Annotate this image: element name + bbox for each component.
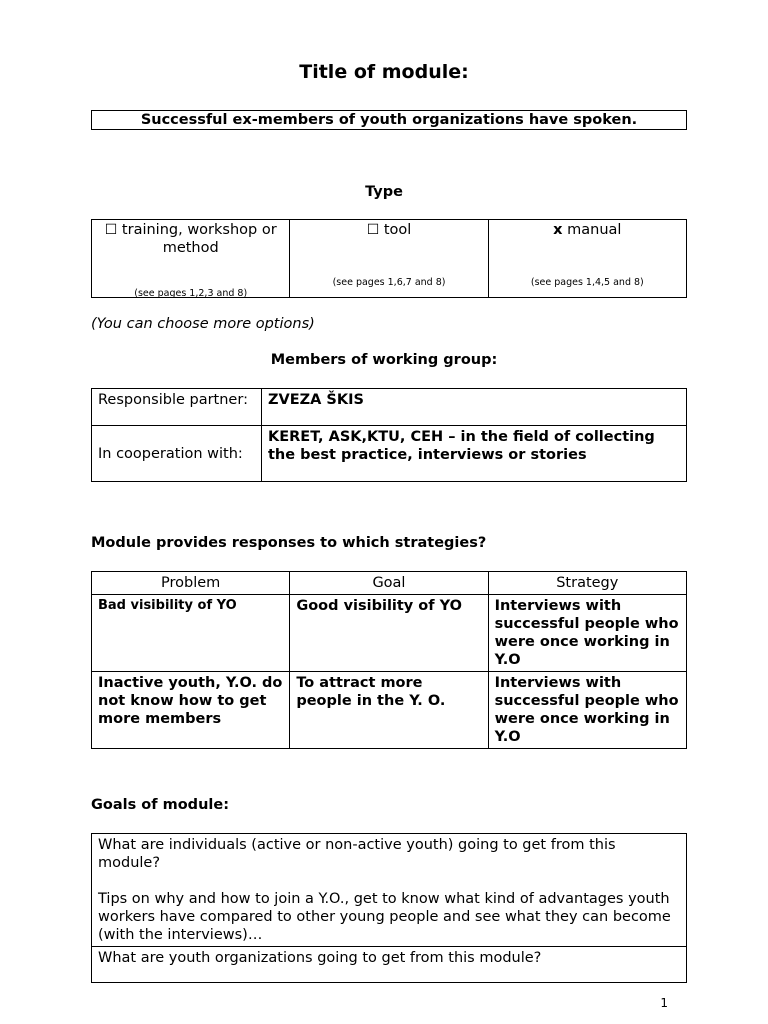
- column-header: Goal: [290, 572, 488, 595]
- checkbox-checked-icon[interactable]: x: [553, 222, 563, 238]
- type-table: [91, 219, 687, 298]
- table-cell: Inactive youth, Y.O. do not know how to get more members: [92, 672, 290, 749]
- strategies-table: [91, 571, 687, 749]
- table-cell: Bad visibility of YO: [92, 595, 290, 672]
- type-option-label: manual: [567, 222, 622, 238]
- type-option-manual: [488, 220, 686, 298]
- checkbox-empty-icon[interactable]: ☐: [366, 222, 380, 238]
- module-subtitle: Successful ex-members of youth organizations have spoken.: [91, 110, 687, 130]
- page-title: Title of module:: [299, 61, 469, 83]
- type-option-label: tool: [383, 222, 412, 238]
- members-value: KERET, ASK,KTU, CEH – in the field of collecting the best practice, interviews or stories: [262, 426, 687, 482]
- goals-answer: Tips on why and how to join a Y.O., get to know what kind of advantages youth workers have compared to other young people and see what they can become (with the interviews)…: [98, 891, 671, 943]
- table-cell: Good visibility of YO: [290, 595, 488, 672]
- goals-heading: Goals of module:: [91, 797, 229, 813]
- column-header: Problem: [92, 572, 290, 595]
- type-option-label: training, workshop or method: [121, 222, 277, 256]
- members-heading: Members of working group:: [270, 352, 498, 368]
- goals-table: [91, 833, 687, 983]
- goals-question: What are individuals (active or non-active youth) going to get from this module?: [98, 837, 616, 871]
- type-option-pages: (see pages 1,6,7 and 8): [332, 277, 446, 288]
- checkbox-empty-icon[interactable]: ☐: [104, 222, 118, 238]
- type-option-pages: (see pages 1,4,5 and 8): [530, 277, 644, 288]
- type-option-pages: (see pages 1,2,3 and 8): [134, 288, 248, 299]
- members-table: [91, 388, 687, 482]
- column-header: Strategy: [488, 572, 686, 595]
- members-key: In cooperation with:: [92, 426, 262, 482]
- table-cell: To attract more people in the Y. O.: [290, 672, 488, 749]
- type-heading: Type: [365, 184, 403, 200]
- options-note: (You can choose more options): [91, 316, 315, 332]
- table-cell: Interviews with successful people who were once working in Y.O: [488, 595, 686, 672]
- strategies-heading: Module provides responses to which strategies?: [91, 535, 487, 551]
- members-key: Responsible partner:: [92, 389, 262, 426]
- goals-question: What are youth organizations going to get from this module?: [92, 947, 687, 983]
- members-value: ZVEZA ŠKIS: [262, 389, 687, 426]
- goals-individuals-cell: [92, 834, 687, 947]
- type-option-training: [92, 220, 290, 298]
- type-option-tool: [290, 220, 488, 298]
- table-cell: Interviews with successful people who were once working in Y.O: [488, 672, 686, 749]
- page-number: 1: [660, 996, 668, 1010]
